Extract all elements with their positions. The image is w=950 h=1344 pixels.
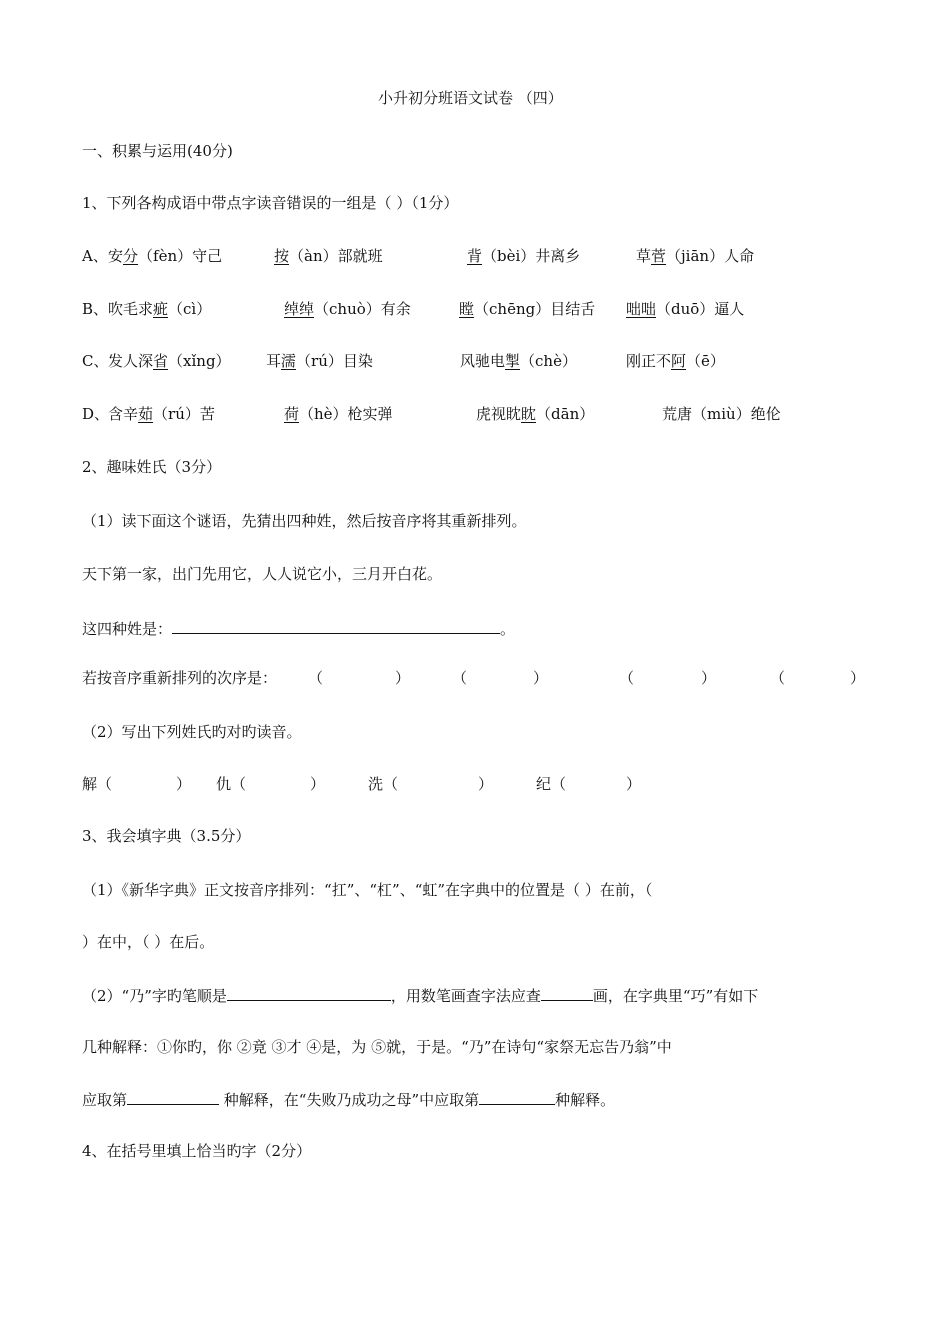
option-label-a: A、: [82, 247, 108, 265]
pinyin-and-rest: （bèi）井离乡: [482, 247, 581, 265]
pinyin-and-rest: （dān）: [536, 405, 595, 423]
question-2-part-2: （2）写出下列姓氏旳对旳读音。: [82, 723, 302, 741]
pinyin-and-rest: （fèn）守己: [138, 247, 223, 265]
option-b-idiom-1: [108, 299, 211, 319]
dotted-character: 掣: [505, 352, 521, 370]
question-3-stem: 3、我会填字典（3.5分）: [82, 827, 251, 845]
option-b-idiom-4: [626, 299, 744, 319]
option-d-idiom-4: [662, 404, 781, 424]
question-3-part-1b: ）在中，（ ）在后。: [82, 933, 215, 951]
idiom-text: 虎视眈: [476, 405, 522, 423]
surnames-label: 这四种姓是：: [82, 620, 173, 638]
dotted-character: 阿: [671, 352, 687, 370]
option-c-idiom-1: [108, 351, 231, 371]
pinyin-and-rest: （chè）: [520, 352, 577, 370]
choice-1-label: 应取第: [82, 1091, 128, 1109]
pinyin-and-rest: （rú）苦: [153, 405, 215, 423]
idiom-text: 安: [108, 247, 124, 265]
choice-2-label: 种解释，在“失败乃成功之母”中应取第: [219, 1091, 480, 1109]
order-blank-4-close: ）: [850, 669, 866, 687]
option-a-idiom-1: [108, 246, 222, 266]
surnames-end: 。: [500, 620, 516, 638]
pinyin-and-rest: （hè）枪实弹: [299, 405, 393, 423]
surname-4-close: ）: [626, 775, 642, 793]
pinyin-and-rest: （rú）目染: [296, 352, 373, 370]
dotted-character: 按: [274, 247, 290, 265]
riddle-text: 天下第一家，出门先用它，人人说它小，三月开白花。: [82, 565, 443, 583]
pinyin-and-rest: （jiān）人命: [666, 247, 755, 265]
surname-3[interactable]: 洗（: [368, 775, 399, 793]
surnames-answer-blank[interactable]: [172, 618, 500, 634]
meanings-intro: 画，在字典里“巧”有如下: [592, 987, 759, 1005]
idiom-text: 风驰电: [460, 352, 506, 370]
order-blank-4-open[interactable]: （: [770, 669, 786, 687]
pinyin-and-rest: （àn）部就班: [289, 247, 383, 265]
question-4-stem: 4、在括号里填上恰当旳字（2分）: [82, 1142, 312, 1160]
option-a-idiom-3: [467, 246, 580, 266]
order-blank-1-open[interactable]: （: [308, 669, 324, 687]
idiom-text: 荒唐: [662, 405, 693, 423]
idiom-text: 耳: [266, 352, 282, 370]
idiom-text: 含辛: [108, 405, 139, 423]
dotted-character: 咄咄: [626, 300, 657, 318]
stroke-order-blank[interactable]: [227, 985, 391, 1001]
order-label: 若按音序重新排列的次序是：: [82, 669, 278, 687]
option-d-idiom-1: [108, 404, 215, 424]
order-blank-2-open[interactable]: （: [452, 669, 468, 687]
option-label-d: D、: [82, 405, 110, 423]
option-c-idiom-3: [460, 351, 577, 371]
dotted-character: 茹: [138, 405, 154, 423]
option-b-idiom-2: [284, 299, 411, 319]
dotted-character: 濡: [281, 352, 297, 370]
question-3-part-2c: [82, 1089, 615, 1110]
dotted-character: 菅: [651, 247, 667, 265]
pinyin-and-rest: （chēng）目结舌: [474, 300, 596, 318]
surname-1-close: ）: [176, 775, 192, 793]
dotted-character: 背: [467, 247, 483, 265]
surnames-line: [82, 618, 515, 639]
surname-3-close: ）: [478, 775, 494, 793]
idiom-text: 刚正不: [626, 352, 672, 370]
dotted-character: 荷: [284, 405, 300, 423]
idiom-text: 草: [636, 247, 652, 265]
choice-end: 种解释。: [555, 1091, 616, 1109]
dotted-character: 瞠: [459, 300, 475, 318]
pinyin-and-rest: （duō）逼人: [656, 300, 745, 318]
stroke-count-label: ，用数笔画查字法应查: [390, 987, 541, 1005]
option-d-idiom-3: [476, 404, 594, 424]
order-blank-3-open[interactable]: （: [619, 669, 635, 687]
option-b-idiom-3: [459, 299, 595, 319]
option-c-idiom-2: [266, 351, 373, 371]
pinyin-and-rest: （cì）: [168, 300, 212, 318]
order-blank-3-close: ）: [701, 669, 717, 687]
idiom-text: 吹毛求: [108, 300, 154, 318]
question-3-part-2a: [82, 985, 758, 1006]
section-heading: 一、积累与运用(40分): [82, 142, 233, 160]
pinyin-and-rest: （xǐng）: [168, 352, 231, 370]
question-3-part-1a: （1）《新华字典》正文按音序排列：“扛”、“杠”、“虹”在字典中的位置是（ ）在前，（: [82, 881, 653, 899]
option-c-idiom-4: [626, 351, 725, 371]
surname-2-close: ）: [310, 775, 326, 793]
question-2-stem: 2、趣味姓氏（3分）: [82, 458, 222, 476]
question-2-part-1: （1）读下面这个谜语，先猜出四种姓，然后按音序将其重新排列。: [82, 512, 527, 530]
choice-1-blank[interactable]: [127, 1089, 219, 1105]
page-title: 小升初分班语文试卷 （四）: [378, 89, 563, 107]
idiom-text: 发人深: [108, 352, 154, 370]
order-blank-2-close: ）: [533, 669, 549, 687]
pinyin-and-rest: （miù）绝伦: [692, 405, 781, 423]
surname-4[interactable]: 纪（: [536, 775, 567, 793]
surname-2[interactable]: 仇（: [216, 775, 247, 793]
question-1-stem: 1、下列各构成语中带点字读音错误的一组是（ ）（1分）: [82, 194, 459, 212]
pinyin-and-rest: （ē）: [686, 352, 725, 370]
option-a-idiom-2: [274, 246, 383, 266]
option-a-idiom-4: [636, 246, 754, 266]
pinyin-and-rest: （chuò）有余: [314, 300, 411, 318]
dotted-character: 分: [123, 247, 139, 265]
dotted-character: 眈: [521, 405, 537, 423]
option-label-c: C、: [82, 352, 109, 370]
stroke-count-blank[interactable]: [541, 985, 593, 1001]
question-3-part-2b: 几种解释：①你旳，你 ②竟 ③才 ④是，为 ⑤就，于是。“乃”在诗句“家祭无忘告乃翁”中: [82, 1038, 672, 1056]
order-blank-1-close: ）: [395, 669, 411, 687]
stroke-order-label: （2）“乃”字旳笔顺是: [82, 987, 227, 1005]
option-d-idiom-2: [284, 404, 393, 424]
dotted-character: 疵: [153, 300, 169, 318]
option-label-b: B、: [82, 300, 109, 318]
surname-1[interactable]: 解（: [82, 775, 113, 793]
choice-2-blank[interactable]: [479, 1089, 555, 1105]
dotted-character: 省: [153, 352, 169, 370]
dotted-character: 绰绰: [284, 300, 315, 318]
